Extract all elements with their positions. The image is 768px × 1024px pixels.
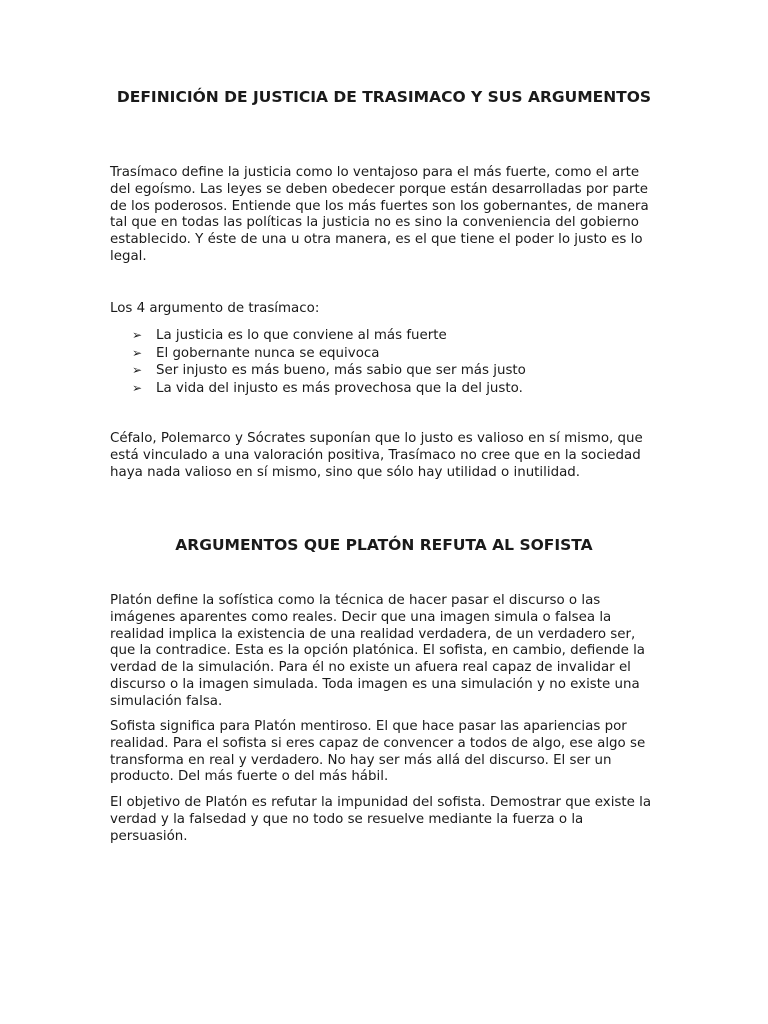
list-item bbox=[132, 345, 526, 363]
arrow-bullet-icon: ➢ bbox=[132, 345, 143, 360]
list-item bbox=[132, 327, 526, 345]
arrow-bullet-icon: ➢ bbox=[132, 380, 143, 395]
argument-text: El gobernante nunca se equivoca bbox=[156, 345, 380, 361]
list-item bbox=[132, 362, 526, 380]
arrow-bullet-icon: ➢ bbox=[132, 363, 143, 377]
argument-text: La vida del injusto es más provechosa que la del justo. bbox=[156, 380, 523, 396]
arrow-bullet-icon: ➢ bbox=[132, 328, 143, 342]
list-item bbox=[132, 380, 526, 398]
arguments-list bbox=[132, 327, 526, 397]
section-title-platon: ARGUMENTOS QUE PLATÓN REFUTA AL SOFISTA bbox=[175, 536, 593, 554]
argument-text: La justicia es lo que conviene al más fuerte bbox=[156, 328, 447, 343]
section-title-trasimaco: DEFINICIÓN DE JUSTICIA DE TRASIMACO Y SUS ARGUMENTOS bbox=[116, 88, 652, 106]
argument-text: Ser injusto es más bueno, más sabio que ser más justo bbox=[156, 363, 526, 378]
paragraph-trasimaco-definition: Trasímaco define la justicia como lo ventajoso para el más fuerte, como el arte del egoísmo. Las leyes se deben obedecer porque están desarrolladas por parte de los poderosos. Entiende que los más fuertes son los gobernantes, de manera tal que en todas las políticas la justicia no es sino la conveniencia del gobierno establecido. Y éste de una u otra manera, es el que tiene el poder lo justo es lo legal. bbox=[110, 165, 649, 264]
paragraph-platon-sofistica: Platón define la sofística como la técnica de hacer pasar el discurso o las imágenes aparentes como reales. Decir que una imagen simula o falsea la realidad implica la existencia de una realidad verdadera, de un verdadero ser, que la contradice. Esta es la opción platónica. El sofista, en cambio, defiende la verdad de la simulación. Para él no existe un afuera real capaz de invalidar el discurso o la imagen simulada. Toda imagen es una simulación y no existe una simulación falsa. bbox=[110, 593, 645, 709]
paragraph-sofista-mentiroso: Sofista significa para Platón mentiroso. El que hace pasar las apariencias por realidad. Para el sofista si eres capaz de convencer a todos de algo, ese algo se transforma en real y verdadero. No hay ser más allá del discurso. El ser un producto. Del más fuerte o del más hábil. bbox=[110, 719, 646, 785]
paragraph-objetivo-platon: El objetivo de Platón es refutar la impunidad del sofista. Demostrar que existe la verdad y la falsedad y que no todo se resuelve mediante la fuerza o la persuasión. bbox=[110, 795, 652, 844]
paragraph-cefalo-polemarco: Céfalo, Polemarco y Sócrates suponían que lo justo es valioso en sí mismo, que está vinculado a una valoración positiva, Trasímaco no cree que en la sociedad haya nada valioso en sí mismo, sino que sólo hay utilidad o inutilidad. bbox=[110, 431, 643, 480]
arguments-heading: Los 4 argumento de trasímaco: bbox=[110, 301, 320, 316]
